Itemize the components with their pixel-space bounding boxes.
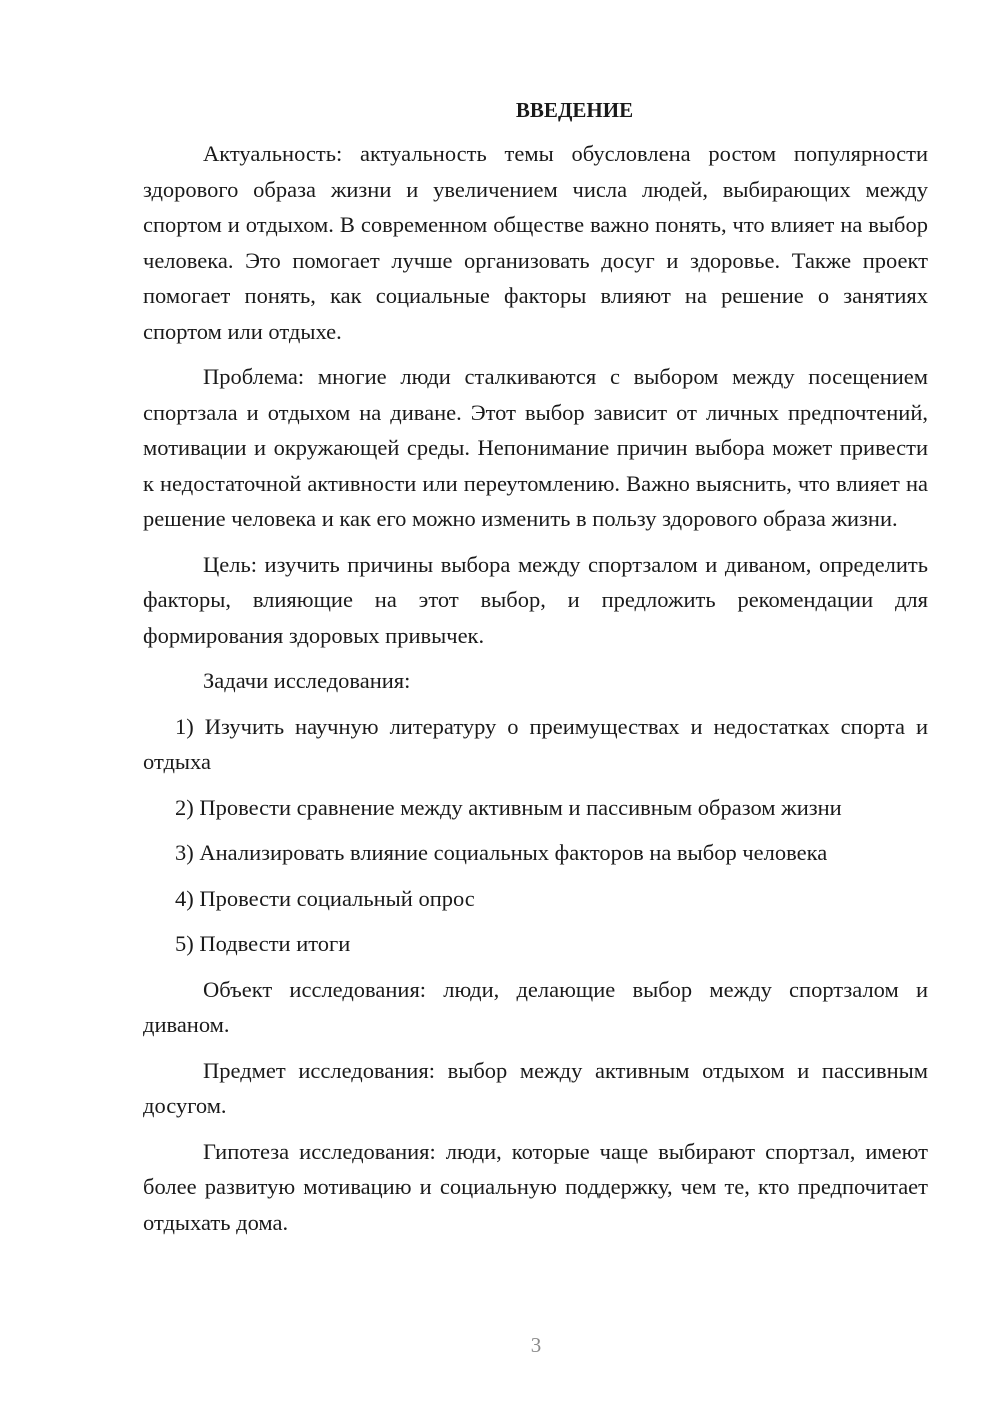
problem-paragraph: Проблема: многие люди сталкиваются с выбором между посещением спортзала и отдыхом на диване. Этот выбор зависит от личных предпочтений, мотивации и окружающей среды. Непонимание причин выбора может привести к недостаточной активности или переутомлению. Важно выяснить, что влияет на решение человека и как его можно изменить в пользу здорового образа жизни.: [143, 364, 928, 531]
page-number: 3: [530, 1333, 542, 1357]
hypothesis-paragraph: Гипотеза исследования: люди, которые чаще выбирают спортзал, имеют более развитую мотивацию и социальную поддержку, чем те, кто предпочитает отдыхать дома.: [143, 1138, 928, 1235]
subject-paragraph: Предмет исследования: выбор между активным отдыхом и пассивным досугом.: [143, 1057, 928, 1118]
task-item: 3) Анализировать влияние социальных факторов на выбор человека: [175, 840, 828, 865]
object-paragraph: Объект исследования: люди, делающие выбор между спортзалом и диваном.: [143, 976, 928, 1037]
tasks-heading: Задачи исследования:: [203, 668, 411, 693]
task-item: 5) Подвести итоги: [175, 931, 351, 956]
page-content: [143, 94, 928, 1250]
relevance-paragraph: Актуальность: актуальность темы обусловлена ростом популярности здорового образа жизни и увеличением числа людей, выбирающих между спортом и отдыхом. В современном обществе важно понять, что влияет на выбор человека. Это помогает лучше организовать досуг и здоровье. Также проект помогает понять, как социальные факторы влияют на решение о занятиях спортом или отдыхе.: [143, 141, 928, 344]
task-item: 2) Провести сравнение между активным и пассивным образом жизни: [175, 794, 842, 820]
task-item: 4) Провести социальный опрос: [175, 885, 475, 911]
task-item: 1) Изучить научную литературу о преимуществах и недостатках спорта и отдыха: [143, 713, 928, 774]
section-heading: ВВЕДЕНИЕ: [515, 98, 634, 122]
goal-paragraph: Цель: изучить причины выбора между спортзалом и диваном, определить факторы, влияющие на этот выбор, и предложить рекомендации для формирования здоровых привычек.: [143, 551, 928, 648]
